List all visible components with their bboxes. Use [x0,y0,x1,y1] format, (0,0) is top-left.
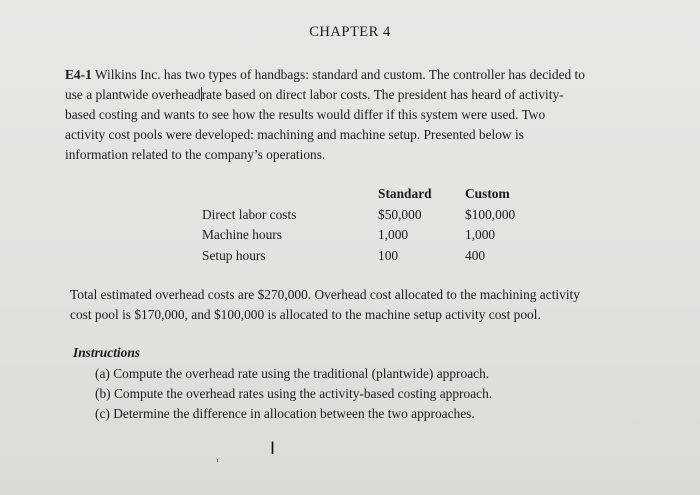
totals-line-1: Total estimated overhead costs are $270,000. Overhead cost allocated to the machining activity [70,287,580,302]
chapter-heading: CHAPTER 4 [309,24,391,40]
paper-speck [217,459,218,462]
table-header-row [196,184,555,205]
machine-hours-standard: 1,000 [378,227,409,243]
table-row [196,205,555,226]
problem-line-5: information related to the company’s operations. [65,147,326,162]
problem-text-2b: rate based on direct labor costs. The president has heard of activity- [201,87,564,102]
row-label-setup-hours: Setup hours [202,247,266,263]
problem-line-3: based costing and wants to see how the results would differ if this system were used. Two [65,107,546,122]
machine-hours-custom: 1,000 [465,227,496,243]
setup-hours-standard: 100 [378,247,399,263]
row-label-machine-hours: Machine hours [202,227,282,243]
direct-labor-standard: $50,000 [378,206,422,222]
table-row [196,225,555,246]
problem-statement [65,65,655,165]
table-header-custom-label: Custom [465,186,510,202]
cost-data-table [196,184,555,266]
table-header-standard: Standard [378,186,432,202]
problem-line-4: activity cost pools were developed: machining and machine setup. Presented below is [65,127,524,142]
instruction-item-b: (b) Compute the overhead rates using the activity-based costing approach. [95,386,493,401]
row-label-direct-labor: Direct labor costs [202,206,297,222]
ibeam-cursor-icon: I [270,439,276,459]
problem-line-2 [65,85,655,105]
instruction-item-a: (a) Compute the overhead rate using the traditional (plantwide) approach. [95,366,490,381]
table-header-custom [465,184,555,205]
problem-text-1: Wilkins Inc. has two types of handbags: standard and custom. The controller has decided to [91,67,585,82]
instructions-heading: Instructions [73,345,140,360]
table-header-blank [196,184,378,205]
setup-hours-custom: 400 [465,247,486,263]
direct-labor-custom: $100,000 [465,206,516,222]
problem-text-2a: use a plantwide overhead [65,87,201,102]
overhead-totals-paragraph [70,285,670,325]
problem-label: E4-1 [65,67,92,82]
table-row [196,246,555,267]
totals-line-2: cost pool is $170,000, and $100,000 is allocated to the machine setup activity cost pool. [70,307,541,322]
instructions-list [95,364,492,424]
instruction-item-c: (c) Determine the difference in allocation between the two approaches. [95,406,475,421]
problem-line-1 [65,65,655,85]
